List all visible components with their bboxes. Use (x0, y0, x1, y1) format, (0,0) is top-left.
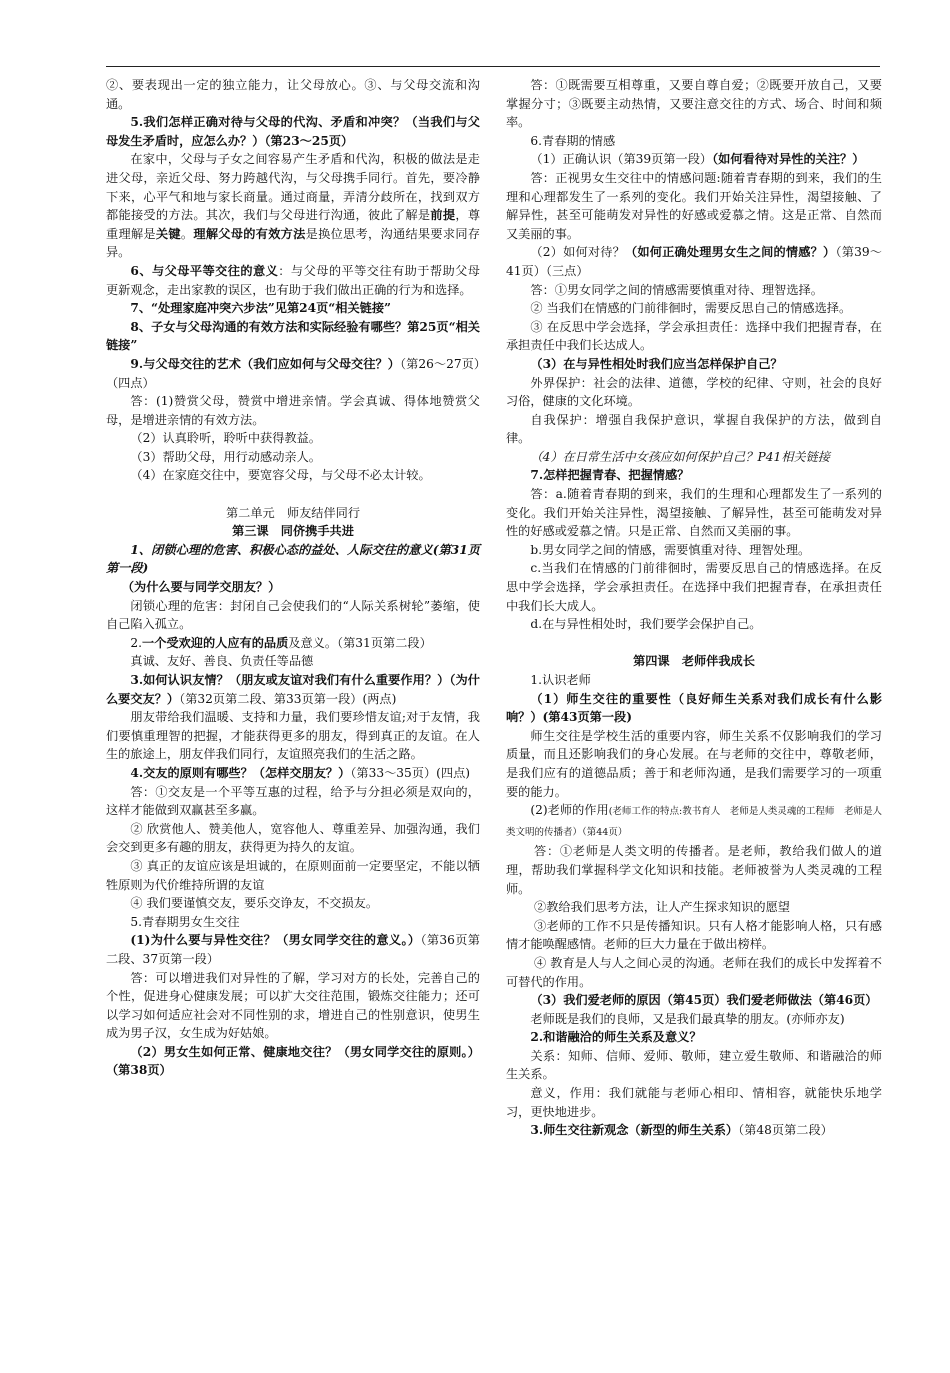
answer-line: （2）认真聆听，聆听中获得教益。 (130, 431, 321, 446)
answer-line: c.当我们在情感的门前徘徊时，需要反思自己的情感选择。在反思中学会选择，学会承担责任。在选择中我们把握青春，在承担责任中我们长大成人。 (506, 561, 882, 613)
paragraph: （1）正确认识（第39页第一段）（如何看待对异性的关注？） (530, 152, 865, 167)
lesson-title: 第四课 老师伴我成长 (633, 654, 755, 669)
paragraph: (2)老师的作用(老师工作的特点:教书育人 老师是人类灵魂的工程师 老师是人类文明的传播者）（第44页） (506, 803, 882, 838)
question-heading: （3）在与异性相处时我们应当怎样保护自己？ (530, 356, 783, 371)
question-heading: 5.我们怎样正确对待与父母的代沟、矛盾和冲突？（当我们与父母发生矛盾时，应怎么办？）（第23～25页） (106, 115, 480, 148)
link-note: （4）在日常生活中女孩应如何保护自己？P41相关链接 (530, 449, 830, 464)
header-rule (106, 66, 880, 67)
paragraph: 真诚、友好、善良、负责任等品德 (130, 654, 314, 669)
paragraph: 2.一个受欢迎的人应有的品质及意义。（第31页第二段） (130, 635, 432, 650)
answer-line: 答：(1)赞赏父母，赞赏中增进亲情。学会真诚、得体地赞赏父母，是增进亲情的有效方法。 (106, 394, 480, 427)
paragraph: 3.如何认识友情？（朋友或友谊对我们有什么重要作用？）（为什么要交友？）（第32页第二段、第33页第一段）(两点) (106, 673, 480, 706)
answer-line: 答：①既需要互相尊重，又要自尊自爱；②既要开放自己，又要掌握分寸；③既要主动热情，又要注意交往的方式、场合、时间和频率。 (506, 78, 882, 130)
paragraph: 1.认识老师 (530, 673, 591, 687)
paragraph: 在家中，父母与子女之间容易产生矛盾和代沟，积极的做法是走进父母，亲近父母、努力跨越代沟，与父母携手同行。首先，要冷静下来，心平气和地与家长商量。通过商量，弄清分歧所在，找到双方都能接受的方法。其次，我们与父母进行沟通，彼此了解是前提，尊重理解是关键。理解父母的有效方法是换位思考，沟通结果要求同存异。 (106, 152, 481, 260)
answer-line: ③ 真正的友谊应该是坦诚的，在原则面前一定要坚定，不能以牺牲原则为代价维持所谓的友谊 (106, 858, 480, 892)
paragraph: 9.与父母交往的艺术（我们应如何与父母交往？）（第26～27页）（四点） (106, 356, 480, 390)
paragraph: 自我保护：增强自我保护意识，掌握自我保护的方法，做到自律。 (506, 412, 882, 446)
question-heading: 7.怎样把握青春、把握情感？ (530, 468, 690, 483)
question-heading: 7、“处理家庭冲突六步法”见第24页“相关链接” (130, 301, 392, 316)
answer-line: ③ 在反思中学会选择，学会承担责任：选择中我们把握青春，在承担责任中我们长达成人。 (506, 319, 882, 353)
answer-line: ②教给我们思考方法，让人产生探求知识的愿望 (534, 900, 790, 915)
answer-line: 答：①男女同学之间的情感需要慎重对待、理智选择。 (530, 282, 823, 297)
section-subheading: （为什么要与同学交朋友？） (121, 580, 281, 595)
answer-line: ④ 教育是人与人之间心灵的沟通。老师在我们的成长中发挥着不可替代的作用。 (506, 955, 882, 989)
paragraph: 老师既是我们的良师，又是我们最真挚的朋友。(亦师亦友) (530, 1011, 845, 1026)
paragraph: 意义，作用：我们就能与老师心相印、情相容，就能快乐地学习，更快地进步。 (506, 1086, 882, 1119)
paragraph: 5.青春期男女生交往 (130, 914, 240, 929)
paragraph: (1)为什么要与异性交往？（男女同学交往的意义。）（第36页第二段、37页第一段） (106, 933, 480, 966)
paragraph: 6.青春期的情感 (530, 133, 616, 148)
paragraph: 6、与父母平等交往的意义：与父母的平等交往有助于帮助父母更新观念，走出家教的误区，也有助于我们做出正确的行为和选择。 (106, 263, 480, 297)
question-heading: 2.和谐融洽的师生关系及意义？ (530, 1030, 702, 1045)
paragraph: ②、要表现出一定的独立能力，让父母放心。③、与父母交流和沟通。 (106, 78, 480, 111)
section-heading: 1、闭锁心理的危害、积极心态的益处、人际交往的意义(第31页第一段) (106, 542, 480, 576)
lesson-title: 第三课 同侪携手共进 (232, 524, 354, 539)
answer-line: （4）在家庭交往中，要宽容父母，与父母不必太计较。 (130, 468, 431, 483)
answer-line: 答：①老师是人类文明的传播者。是老师，教给我们做人的道理，帮助我们掌握科学文化知识和技能。老师被誉为人类灵魂的工程师。 (506, 844, 882, 896)
paragraph: 4.交友的原则有哪些？（怎样交朋友？）（第33～35页）(四点) (130, 765, 471, 780)
question-heading: （2）男女生如何正常、健康地交往？（男女同学交往的原则。）（第38页） (106, 1044, 480, 1078)
answer-line: 答：①交友是一个平等互惠的过程，给予与分担必须是双向的，这样才能做到双赢甚至多赢。 (106, 784, 480, 818)
answer-line: 答：正视男女生交往中的情感问题:随着青春期的到来，我们的生理和心理都发生了一系列的变化。我们开始关注异性，渴望接触、了解异性，甚至可能萌发对异性的好感或爱慕之情。这是正常、自然而又美丽的事。 (506, 170, 882, 241)
answer-line: ② 当我们在情感的门前徘徊时，需要反思自己的情感选择。 (530, 301, 852, 316)
answer-line: ③老师的工作不只是传播知识。只有人格才能影响人格，只有感情才能唤醒感情。老师的巨大力量在于做出榜样。 (506, 918, 882, 952)
paragraph: 3.师生交往新观念（新型的师生关系）（第48页第二段） (530, 1123, 833, 1138)
paragraph: 师生交往是学校生活的重要内容，师生关系不仅影响我们的学习质量，而且还影响我们的身心发展。在与老师的交往中，尊敬老师，是我们应有的道德品质；善于和老师沟通，是我们需要学习的一项重要的能力。 (506, 728, 882, 799)
question-heading: （1）师生交往的重要性（良好师生关系对我们成长有什么影响？）(第43页第一段) (506, 691, 882, 725)
answer-line: b.男女同学之间的情感，需要慎重对待、理智处理。 (530, 542, 811, 557)
answer-line: ② 欣赏他人、赞美他人，宽容他人、尊重差异、加强沟通，我们会交到更多有趣的朋友，获得更为持久的友谊。 (106, 821, 480, 855)
left-column (106, 76, 480, 1080)
unit-title: 第二单元 师友结伴同行 (225, 505, 361, 520)
answer-line: 答：a.随着青春期的到来，我们的生理和心理都发生了一系列的变化。我们开始关注异性，渴望接触、了解异性，甚至可能萌发对异性的好感或爱慕之情。只是正常、自然而又美丽的事。 (506, 487, 882, 539)
answer-line: 答：可以增进我们对异性的了解，学习对方的长处，完善自己的个性，促进身心健康发展；可以扩大交往范围，锻炼交往能力；还可以学习如何适应社会对不同性别的求，增进自己的性别意识，使男生成为男子汉，女生成为好姑娘。 (106, 970, 480, 1041)
answer-line: （3）帮助父母，用行动感动亲人。 (130, 449, 321, 464)
right-column (506, 76, 882, 1140)
paragraph: 朋友带给我们温暖、支持和力量，我们要珍惜友谊;对于友情，我们要慎重理智的把握，才能获得更多的朋友，得到真正的友谊。在人生的旅途上，朋友伴我们同行，友谊照亮我们的生活之路。 (106, 710, 480, 762)
question-heading: 8、子女与父母沟通的有效方法和实际经验有哪些？第25页“相关链接” (106, 319, 480, 353)
paragraph: 关系：知师、信师、爱师、敬师，建立爱生敬师、和谐融洽的师生关系。 (506, 1048, 882, 1082)
answer-line: d.在与异性相处时，我们要学会保护自己。 (530, 617, 762, 632)
question-heading: （3）我们爱老师的原因（第45页）我们爱老师做法（第46页） (530, 993, 878, 1008)
paragraph: 闭锁心理的危害：封闭自己会使我们的“人际关系树轮”萎缩，使自己陷入孤立。 (106, 598, 480, 632)
paragraph: （2）如何对待？（如何正确处理男女生之间的情感？）（第39～41页）（三点） (506, 245, 882, 278)
paragraph: 外界保护：社会的法律、道德，学校的纪律、守则，社会的良好习俗，健康的文化环境。 (506, 375, 882, 409)
answer-line: ④ 我们要谨慎交友，要乐交诤友，不交损友。 (130, 896, 379, 911)
